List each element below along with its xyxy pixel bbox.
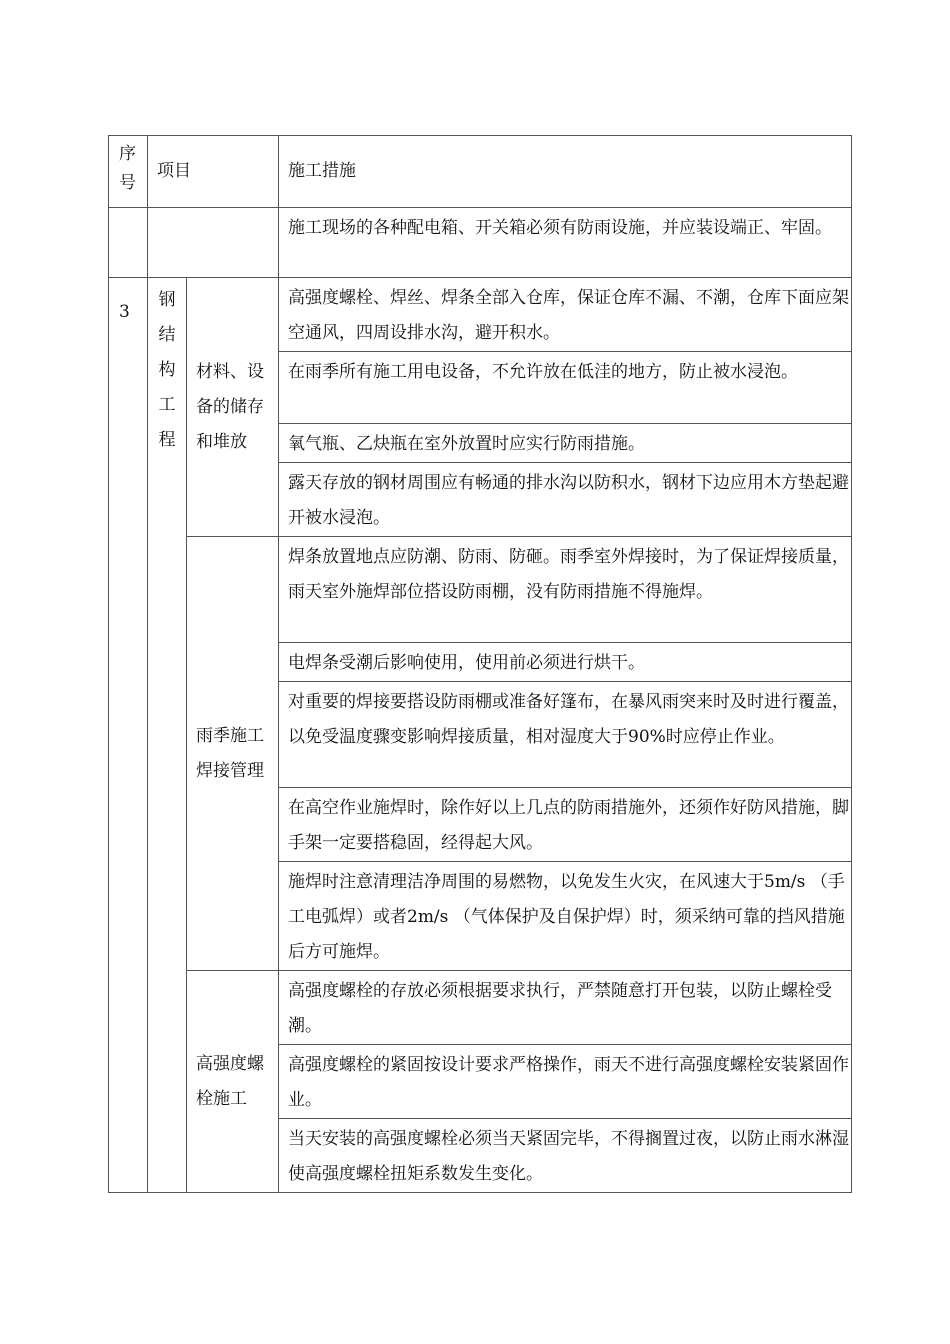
- construction-measures-table: [108, 135, 852, 1193]
- group-name: 高强度螺栓施工: [187, 971, 279, 1193]
- group-name: 雨季施工焊接管理: [187, 537, 279, 971]
- measure-cell: 焊条放置地点应防潮、防雨、防砸。雨季室外焊接时，为了保证焊接质量，雨天室外施焊部位搭设防雨棚，没有防雨措施不得施焊。: [279, 537, 852, 643]
- section-title-text: 钢结构工程: [158, 290, 176, 450]
- measure-cell: 露天存放的钢材周围应有畅通的排水沟以防积水，钢材下边应用木方垫起避开被水浸泡。: [279, 463, 852, 537]
- table-header-row: [109, 136, 852, 208]
- header-seq: 序号: [109, 136, 148, 208]
- empty-cell: [109, 208, 148, 278]
- measure-cell: 高强度螺栓的存放必须根据要求执行，严禁随意打开包装，以防止螺栓受潮。: [279, 971, 852, 1045]
- table-row: [109, 537, 852, 643]
- measure-cell: 对重要的焊接要搭设防雨棚或准备好篷布，在暴风雨突来时及时进行覆盖，以免受温度骤变影响焊接质量，相对湿度大于90%时应停止作业。: [279, 682, 852, 788]
- header-item: 项目: [148, 136, 279, 208]
- table-row: [109, 208, 852, 278]
- measure-cell: 高强度螺栓、焊丝、焊条全部入仓库，保证仓库不漏、不潮，仓库下面应架空通风，四周设排水沟，避开积水。: [279, 278, 852, 352]
- section-title: [148, 278, 187, 1193]
- measure-cell: 氧气瓶、乙炔瓶在室外放置时应实行防雨措施。: [279, 424, 852, 463]
- measure-cell: 施工现场的各种配电箱、开关箱必须有防雨设施，并应装设端正、牢固。: [279, 208, 852, 278]
- measure-cell: [279, 352, 852, 424]
- section-seq: 3: [109, 278, 148, 1193]
- measure-text: 在雨季所有施工用电设备，不允许放在低洼的地方，防止被水浸泡。: [288, 362, 798, 382]
- measure-cell: 在高空作业施焊时，除作好以上几点的防雨措施外，还须作好防风措施，脚手架一定要搭稳固，经得起大风。: [279, 788, 852, 862]
- empty-cell: [148, 208, 279, 278]
- measure-cell: 电焊条受潮后影响使用，使用前必须进行烘干。: [279, 643, 852, 682]
- table-row: [109, 278, 852, 352]
- group-name: 材料、设备的储存和堆放: [187, 278, 279, 537]
- header-measures: 施工措施: [279, 136, 852, 208]
- measure-cell: 高强度螺栓的紧固按设计要求严格操作，雨天不进行高强度螺栓安装紧固作业。: [279, 1045, 852, 1119]
- table-row: [109, 971, 852, 1045]
- measure-cell: 施焊时注意清理洁净周围的易燃物，以免发生火灾，在风速大于5m/s （手工电弧焊）或者2m/s （气体保护及自保护焊）时，须采纳可靠的挡风措施后方可施焊。: [279, 862, 852, 971]
- measure-cell: 当天安装的高强度螺栓必须当天紧固完毕，不得搁置过夜，以防止雨水淋湿使高强度螺栓扭矩系数发生变化。: [279, 1119, 852, 1193]
